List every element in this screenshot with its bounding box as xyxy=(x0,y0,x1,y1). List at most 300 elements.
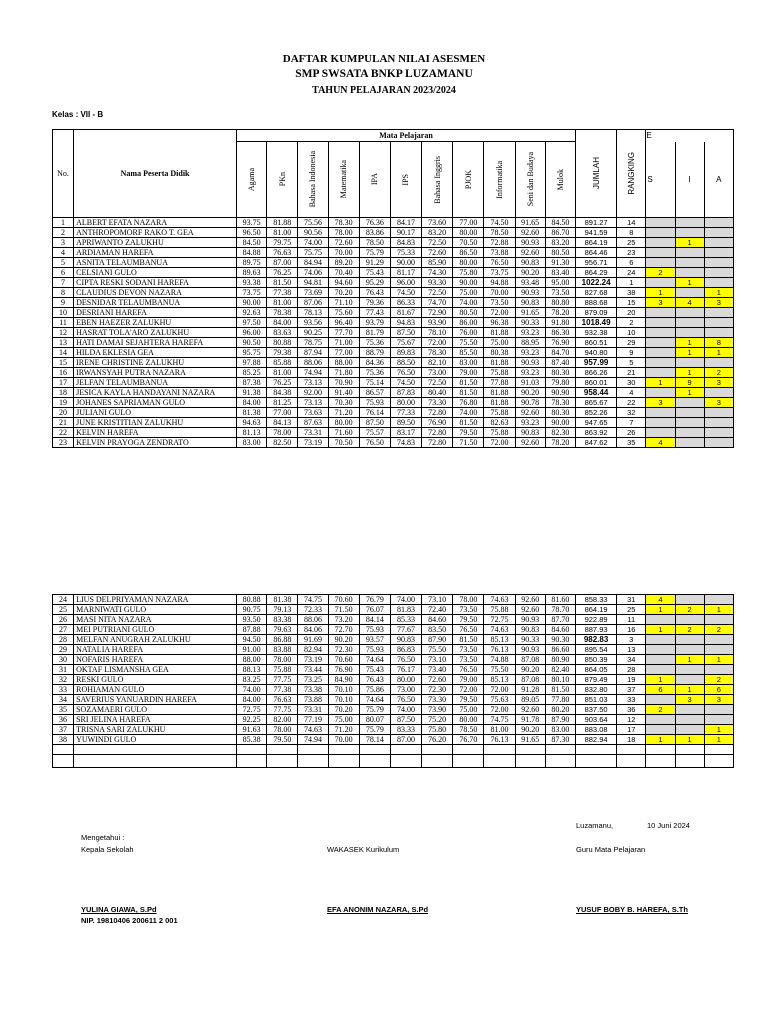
wakasek-label: WAKASEK Kurikulum xyxy=(327,845,400,854)
subject-score: 77.33 xyxy=(390,408,421,418)
rank-value: 31 xyxy=(617,595,646,605)
subject-score: 84.60 xyxy=(422,615,453,625)
subject-score: 73.75 xyxy=(237,288,267,298)
subject-score: 76.63 xyxy=(267,695,298,705)
empty-cell xyxy=(237,745,267,755)
header-subject: Seni dan Budaya xyxy=(515,142,545,218)
rank-value: 16 xyxy=(617,625,646,635)
subject-score: 78.50 xyxy=(359,238,390,248)
subject-score: 81.67 xyxy=(390,308,421,318)
attendance-a xyxy=(704,228,733,238)
subject-score: 83.63 xyxy=(267,328,298,338)
subject-score: 76.00 xyxy=(453,328,484,338)
subject-score: 88.79 xyxy=(359,348,390,358)
grades-table-part2 xyxy=(52,594,734,768)
subject-score: 76.50 xyxy=(484,258,515,268)
attendance-i xyxy=(675,408,704,418)
attendance-s xyxy=(646,338,675,348)
subject-score: 75.36 xyxy=(359,338,390,348)
table-row xyxy=(53,378,734,388)
subject-score: 73.69 xyxy=(298,288,328,298)
subject-score: 90.83 xyxy=(515,258,545,268)
subject-score: 90.83 xyxy=(390,635,421,645)
header-a: A xyxy=(704,142,733,218)
subject-score: 74.94 xyxy=(298,735,328,745)
subject-score: 75.56 xyxy=(298,218,328,228)
subject-score: 72.50 xyxy=(422,288,453,298)
attendance-s xyxy=(646,428,675,438)
empty-cell xyxy=(453,755,484,768)
row-number: 13 xyxy=(53,338,74,348)
subject-score: 87.94 xyxy=(298,348,328,358)
subject-score: 96.00 xyxy=(390,278,421,288)
attendance-s xyxy=(646,328,675,338)
attendance-a: 8 xyxy=(704,338,733,348)
subject-score: 73.31 xyxy=(298,705,328,715)
row-number: 32 xyxy=(53,675,74,685)
attendance-i: 3 xyxy=(675,695,704,705)
row-number: 7 xyxy=(53,278,74,288)
student-name: SOZAMAERI GULO xyxy=(74,705,237,715)
subject-score: 72.00 xyxy=(453,685,484,695)
attendance-a xyxy=(704,595,733,605)
subject-score: 75.00 xyxy=(453,705,484,715)
subject-score: 78.20 xyxy=(545,308,575,318)
subject-score: 90.33 xyxy=(515,635,545,645)
attendance-a xyxy=(704,268,733,278)
empty-cell xyxy=(390,755,421,768)
row-number: 27 xyxy=(53,625,74,635)
subject-score: 72.80 xyxy=(422,438,453,448)
subject-score: 85.50 xyxy=(453,348,484,358)
empty-cell xyxy=(359,745,390,755)
total-score: 860.01 xyxy=(576,378,617,388)
subject-score: 91.80 xyxy=(545,318,575,328)
wakasek-name: EFA ANONIM NAZARA, S.Pd xyxy=(327,905,429,914)
subject-score: 84.00 xyxy=(237,695,267,705)
subject-score: 81.50 xyxy=(453,378,484,388)
table-row xyxy=(53,625,734,635)
subject-score: 88.06 xyxy=(298,615,328,625)
subject-score: 72.60 xyxy=(422,248,453,258)
subject-score: 96.00 xyxy=(237,328,267,338)
row-number: 12 xyxy=(53,328,74,338)
empty-cell xyxy=(617,745,646,755)
subject-score: 90.56 xyxy=(298,228,328,238)
subject-score: 89.05 xyxy=(515,695,545,705)
attendance-s: 1 xyxy=(646,378,675,388)
empty-cell xyxy=(484,745,515,755)
total-score: 941.59 xyxy=(576,228,617,238)
attendance-i xyxy=(675,615,704,625)
subject-score: 75.79 xyxy=(359,725,390,735)
subject-score: 85.13 xyxy=(484,635,515,645)
subject-score: 77.38 xyxy=(267,685,298,695)
subject-score: 94.83 xyxy=(390,318,421,328)
rank-value: 38 xyxy=(617,288,646,298)
subject-score: 80.40 xyxy=(422,388,453,398)
subject-score: 90.83 xyxy=(515,625,545,635)
empty-cell xyxy=(453,745,484,755)
rank-value: 12 xyxy=(617,715,646,725)
student-name: RESKI GULO xyxy=(74,675,237,685)
subject-score: 92.63 xyxy=(237,308,267,318)
subject-score: 73.30 xyxy=(422,695,453,705)
subject-score: 71.60 xyxy=(328,428,359,438)
attendance-a: 2 xyxy=(704,675,733,685)
attendance-s: 4 xyxy=(646,438,675,448)
subject-score: 76.25 xyxy=(267,268,298,278)
subject-score: 77.19 xyxy=(298,715,328,725)
subject-score: 70.20 xyxy=(328,288,359,298)
subject-score: 78.00 xyxy=(328,228,359,238)
subject-score: 72.00 xyxy=(484,685,515,695)
subject-score: 75.86 xyxy=(359,685,390,695)
subject-score: 97.88 xyxy=(237,358,267,368)
student-name: CLAUDIUS DEVON NAZARA xyxy=(74,288,237,298)
row-number: 24 xyxy=(53,595,74,605)
subject-score: 73.19 xyxy=(298,438,328,448)
row-number: 4 xyxy=(53,248,74,258)
subject-score: 93.75 xyxy=(237,218,267,228)
attendance-a xyxy=(704,438,733,448)
subject-score: 80.38 xyxy=(484,348,515,358)
attendance-a xyxy=(704,218,733,228)
empty-cell xyxy=(298,755,328,768)
attendance-s: 1 xyxy=(646,288,675,298)
subject-score: 87.08 xyxy=(515,655,545,665)
subject-score: 81.60 xyxy=(545,595,575,605)
attendance-a: 2 xyxy=(704,368,733,378)
attendance-s xyxy=(646,635,675,645)
subject-score: 82.10 xyxy=(422,358,453,368)
subject-score: 70.40 xyxy=(328,268,359,278)
subject-score: 84.88 xyxy=(237,248,267,258)
row-number: 38 xyxy=(53,735,74,745)
subject-score: 95.75 xyxy=(237,348,267,358)
subject-score: 75.79 xyxy=(359,705,390,715)
subject-score: 86.33 xyxy=(390,298,421,308)
subject-score: 73.60 xyxy=(422,218,453,228)
subject-score: 83.20 xyxy=(545,238,575,248)
header-e: E xyxy=(646,130,734,142)
total-score: 1022.24 xyxy=(576,278,617,288)
subject-score: 90.25 xyxy=(298,328,328,338)
subject-score: 93.23 xyxy=(515,328,545,338)
subject-score: 74.63 xyxy=(484,595,515,605)
header-subject-group: Mata Pelajaran xyxy=(237,130,576,142)
student-name: NATALIA HAREFA xyxy=(74,645,237,655)
subject-score: 70.00 xyxy=(328,248,359,258)
attendance-s xyxy=(646,258,675,268)
subject-score: 75.75 xyxy=(298,248,328,258)
attendance-a: 1 xyxy=(704,348,733,358)
total-score: 851.03 xyxy=(575,695,616,705)
subject-score: 92.60 xyxy=(515,408,545,418)
subject-score: 79.75 xyxy=(267,238,298,248)
subject-score: 81.50 xyxy=(453,388,484,398)
subject-score: 73.88 xyxy=(298,695,328,705)
subject-score: 82.30 xyxy=(545,428,575,438)
attendance-i xyxy=(675,258,704,268)
subject-score: 71.20 xyxy=(328,408,359,418)
subject-score: 74.00 xyxy=(453,298,484,308)
subject-score: 87.50 xyxy=(359,418,390,428)
table-row xyxy=(53,248,734,258)
subject-score: 76.36 xyxy=(359,218,390,228)
subject-score: 73.13 xyxy=(298,378,328,388)
table-row xyxy=(53,725,734,735)
subject-score: 76.13 xyxy=(484,735,515,745)
total-score: 866.26 xyxy=(576,368,617,378)
attendance-a xyxy=(704,645,733,655)
subject-score: 76.07 xyxy=(359,605,390,615)
subject-score: 70.20 xyxy=(328,705,359,715)
subject-score: 72.88 xyxy=(484,238,515,248)
subject-score: 81.50 xyxy=(453,635,484,645)
subject-score: 76.25 xyxy=(267,378,298,388)
subject-score: 88.00 xyxy=(237,655,267,665)
kepala-sekolah-label: Kepala Sekolah xyxy=(81,845,134,854)
academic-year: TAHUN PELAJARAN 2023/2024 xyxy=(312,85,456,96)
principal-nip: NIP. 19810406 200611 2 001 xyxy=(81,916,178,925)
subject-score: 89.50 xyxy=(390,418,421,428)
subject-score: 75.88 xyxy=(484,408,515,418)
attendance-a: 6 xyxy=(704,685,733,695)
total-score: 832.80 xyxy=(575,685,616,695)
subject-score: 84.70 xyxy=(545,348,575,358)
signature-place: Luzamanu, xyxy=(576,821,614,830)
subject-score: 72.00 xyxy=(484,705,515,715)
subject-score: 80.50 xyxy=(453,308,484,318)
subject-score: 80.00 xyxy=(390,398,421,408)
subject-score: 97.50 xyxy=(237,318,267,328)
subject-score: 73.10 xyxy=(422,595,453,605)
row-number: 30 xyxy=(53,655,74,665)
total-score: 827.68 xyxy=(576,288,617,298)
subject-score: 72.30 xyxy=(422,685,453,695)
header-subject: PJOK xyxy=(453,142,484,218)
subject-score: 80.07 xyxy=(359,715,390,725)
subject-score: 81.00 xyxy=(267,368,298,378)
rank-value: 15 xyxy=(617,298,646,308)
subject-score: 90.93 xyxy=(515,645,545,655)
class-label: Kelas : VII - B xyxy=(52,110,104,119)
subject-score: 91.69 xyxy=(298,635,328,645)
subject-score: 79.80 xyxy=(545,378,575,388)
subject-score: 74.64 xyxy=(359,695,390,705)
subject-score: 84.13 xyxy=(267,418,298,428)
subject-score: 75.63 xyxy=(484,695,515,705)
subject-score: 84.14 xyxy=(359,615,390,625)
attendance-a xyxy=(704,318,733,328)
total-score: 888.68 xyxy=(576,298,617,308)
attendance-s xyxy=(646,318,675,328)
subject-score: 96.40 xyxy=(328,318,359,328)
subject-score: 74.00 xyxy=(390,705,421,715)
subject-score: 72.00 xyxy=(422,338,453,348)
subject-score: 80.30 xyxy=(545,368,575,378)
subject-score: 80.90 xyxy=(545,655,575,665)
attendance-s: 1 xyxy=(646,675,675,685)
subject-score: 75.57 xyxy=(359,428,390,438)
subject-score: 74.30 xyxy=(422,268,453,278)
subject-score: 70.10 xyxy=(328,685,359,695)
subject-score: 76.70 xyxy=(453,735,484,745)
table-row xyxy=(53,428,734,438)
attendance-i xyxy=(675,438,704,448)
attendance-i xyxy=(675,418,704,428)
attendance-i: 1 xyxy=(675,238,704,248)
attendance-s: 4 xyxy=(646,595,675,605)
subject-score: 96.50 xyxy=(237,228,267,238)
student-name: ALBERT EFATA NAZARA xyxy=(74,218,237,228)
attendance-a xyxy=(704,358,733,368)
row-number: 20 xyxy=(53,408,74,418)
student-name: APRIWANTO ZALUKHU xyxy=(74,238,237,248)
subject-score: 84.90 xyxy=(328,675,359,685)
subject-score: 76.80 xyxy=(453,398,484,408)
subject-score: 87.90 xyxy=(422,635,453,645)
subject-score: 93.48 xyxy=(515,278,545,288)
attendance-s xyxy=(646,695,675,705)
student-name: IRENE CHRISTINE ZALUKHU xyxy=(74,358,237,368)
subject-score: 72.75 xyxy=(237,705,267,715)
total-score: 982.83 xyxy=(575,635,616,645)
row-number: 11 xyxy=(53,318,74,328)
guru-label: Guru Mata Pelajaran xyxy=(576,845,646,854)
table-row xyxy=(53,665,734,675)
table-row xyxy=(53,338,734,348)
student-name: ASNITA TELAUMBANUA xyxy=(74,258,237,268)
subject-score: 79.63 xyxy=(267,625,298,635)
subject-score: 74.94 xyxy=(298,368,328,378)
row-number: 9 xyxy=(53,298,74,308)
subject-score: 81.88 xyxy=(267,218,298,228)
table-row xyxy=(53,228,734,238)
subject-score: 90.20 xyxy=(515,665,545,675)
subject-score: 91.63 xyxy=(237,725,267,735)
attendance-a: 3 xyxy=(704,298,733,308)
subject-score: 78.50 xyxy=(484,228,515,238)
subject-score: 92.60 xyxy=(515,248,545,258)
header-subject: Bahasa Indonesia xyxy=(298,142,328,218)
attendance-s xyxy=(646,408,675,418)
subject-score: 75.14 xyxy=(359,378,390,388)
subject-score: 74.50 xyxy=(390,288,421,298)
table-row xyxy=(53,358,734,368)
subject-score: 75.00 xyxy=(453,288,484,298)
table-row xyxy=(53,735,734,745)
subject-score: 84.36 xyxy=(359,358,390,368)
subject-score: 83.00 xyxy=(453,358,484,368)
subject-score: 88.50 xyxy=(390,358,421,368)
subject-score: 76.50 xyxy=(453,625,484,635)
subject-score: 87.30 xyxy=(545,735,575,745)
attendance-i xyxy=(675,665,704,675)
subject-score: 70.00 xyxy=(484,288,515,298)
subject-score: 73.75 xyxy=(484,268,515,278)
subject-score: 78.00 xyxy=(453,595,484,605)
attendance-i: 1 xyxy=(675,338,704,348)
subject-score: 81.79 xyxy=(359,328,390,338)
table-row xyxy=(53,675,734,685)
header-subject: Matematika xyxy=(328,142,359,218)
subject-score: 86.00 xyxy=(453,318,484,328)
subject-score: 75.43 xyxy=(359,268,390,278)
subject-score: 75.20 xyxy=(422,715,453,725)
subject-score: 75.88 xyxy=(484,368,515,378)
attendance-s xyxy=(646,645,675,655)
empty-cell xyxy=(515,745,545,755)
total-score: 1018.49 xyxy=(576,318,617,328)
subject-score: 93.57 xyxy=(359,635,390,645)
attendance-a: 1 xyxy=(704,288,733,298)
header-jumlah: JUMLAH xyxy=(576,130,617,218)
subject-score: 87.70 xyxy=(545,615,575,625)
subject-score: 74.00 xyxy=(390,595,421,605)
attendance-a: 3 xyxy=(704,398,733,408)
attendance-a xyxy=(704,258,733,268)
subject-score: 84.94 xyxy=(298,258,328,268)
rank-value: 5 xyxy=(617,358,646,368)
subject-score: 93.23 xyxy=(515,418,545,428)
subject-score: 78.00 xyxy=(267,725,298,735)
attendance-a xyxy=(704,635,733,645)
subject-score: 87.63 xyxy=(298,418,328,428)
rank-value: 25 xyxy=(617,605,646,615)
subject-score: 93.79 xyxy=(359,318,390,328)
rank-value: 13 xyxy=(617,645,646,655)
subject-score: 70.50 xyxy=(328,438,359,448)
subject-score: 79.38 xyxy=(267,348,298,358)
total-score: 903.64 xyxy=(575,715,616,725)
subject-score: 90.00 xyxy=(237,298,267,308)
total-score: 860.51 xyxy=(576,338,617,348)
attendance-s xyxy=(646,665,675,675)
subject-score: 91.40 xyxy=(328,388,359,398)
subject-score: 72.00 xyxy=(484,438,515,448)
attendance-i: 2 xyxy=(675,605,704,615)
attendance-s: 1 xyxy=(646,625,675,635)
subject-score: 74.00 xyxy=(453,408,484,418)
total-score: 940.80 xyxy=(576,348,617,358)
principal-name: YULINA GIAWA, S.Pd xyxy=(81,905,157,914)
subject-score: 78.50 xyxy=(453,725,484,735)
subject-score: 79.36 xyxy=(359,298,390,308)
report-title: DAFTAR KUMPULAN NILAI ASESMEN xyxy=(282,53,486,65)
attendance-s xyxy=(646,368,675,378)
subject-score: 83.33 xyxy=(390,725,421,735)
attendance-a xyxy=(704,428,733,438)
total-score: 852.26 xyxy=(576,408,617,418)
subject-score: 74.64 xyxy=(359,655,390,665)
subject-score: 76.14 xyxy=(359,408,390,418)
subject-score: 91.65 xyxy=(515,308,545,318)
subject-score: 88.13 xyxy=(237,665,267,675)
subject-score: 78.75 xyxy=(298,338,328,348)
grades-table-part1 xyxy=(52,129,734,448)
subject-score: 89.83 xyxy=(390,348,421,358)
empty-cell xyxy=(422,745,453,755)
subject-score: 70.50 xyxy=(453,238,484,248)
subject-score: 74.70 xyxy=(422,298,453,308)
subject-score: 78.14 xyxy=(359,735,390,745)
attendance-i xyxy=(675,645,704,655)
subject-score: 84.50 xyxy=(545,218,575,228)
subject-score: 81.17 xyxy=(390,268,421,278)
subject-score: 83.00 xyxy=(545,725,575,735)
